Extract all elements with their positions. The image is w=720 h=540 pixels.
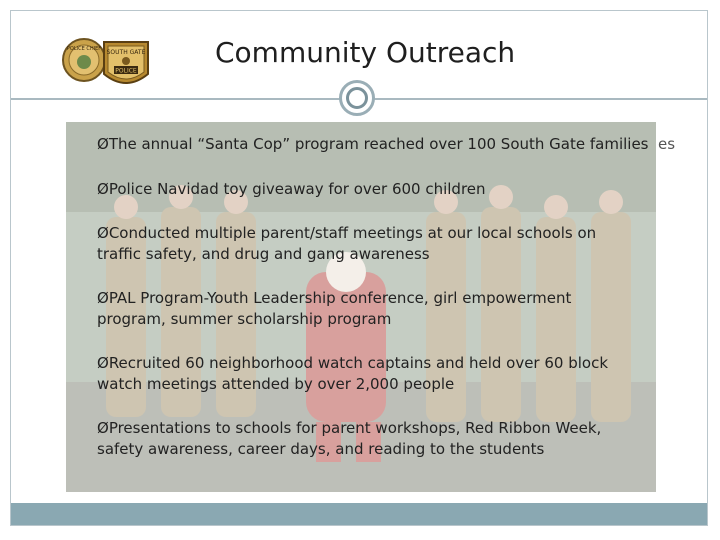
bullet-item: ØConducted multiple parent/staff meetings at our local schools on traffic safety, and drug and gang awareness	[97, 224, 597, 263]
bullet-item: ØPolice Navidad toy giveaway for over 600 children	[97, 180, 486, 198]
overflow-text-fragment: es	[658, 135, 676, 153]
bullet-arrow-icon: Ø	[97, 289, 109, 307]
svg-text:SOUTH GATE: SOUTH GATE	[106, 49, 146, 56]
bullet-arrow-icon: Ø	[97, 354, 109, 372]
divider-ring-inner	[346, 87, 368, 109]
bullet-item: ØThe annual “Santa Cop” program reached over 100 South Gate families	[97, 135, 649, 153]
footer-bar	[11, 503, 707, 525]
svg-text:POLICE CHIEF: POLICE CHIEF	[66, 46, 102, 52]
bullet-arrow-icon: Ø	[97, 180, 109, 198]
police-badges-logo	[60, 36, 152, 96]
bullet-arrow-icon: Ø	[97, 224, 109, 242]
bullet-item: ØPAL Program-Youth Leadership conference, girl empowerment program, summer scholarship program	[97, 289, 572, 328]
bullet-item: ØPresentations to schools for parent workshops, Red Ribbon Week, safety awareness, career days, and reading to the students	[97, 419, 602, 458]
svg-text:POLICE: POLICE	[115, 67, 137, 75]
slide-title: Community Outreach	[215, 36, 516, 69]
bullet-arrow-icon: Ø	[97, 419, 109, 437]
bullet-arrow-icon: Ø	[97, 135, 109, 153]
bullet-item: ØRecruited 60 neighborhood watch captains and held over 60 block watch meetings attended by over 2,000 people	[97, 354, 609, 393]
